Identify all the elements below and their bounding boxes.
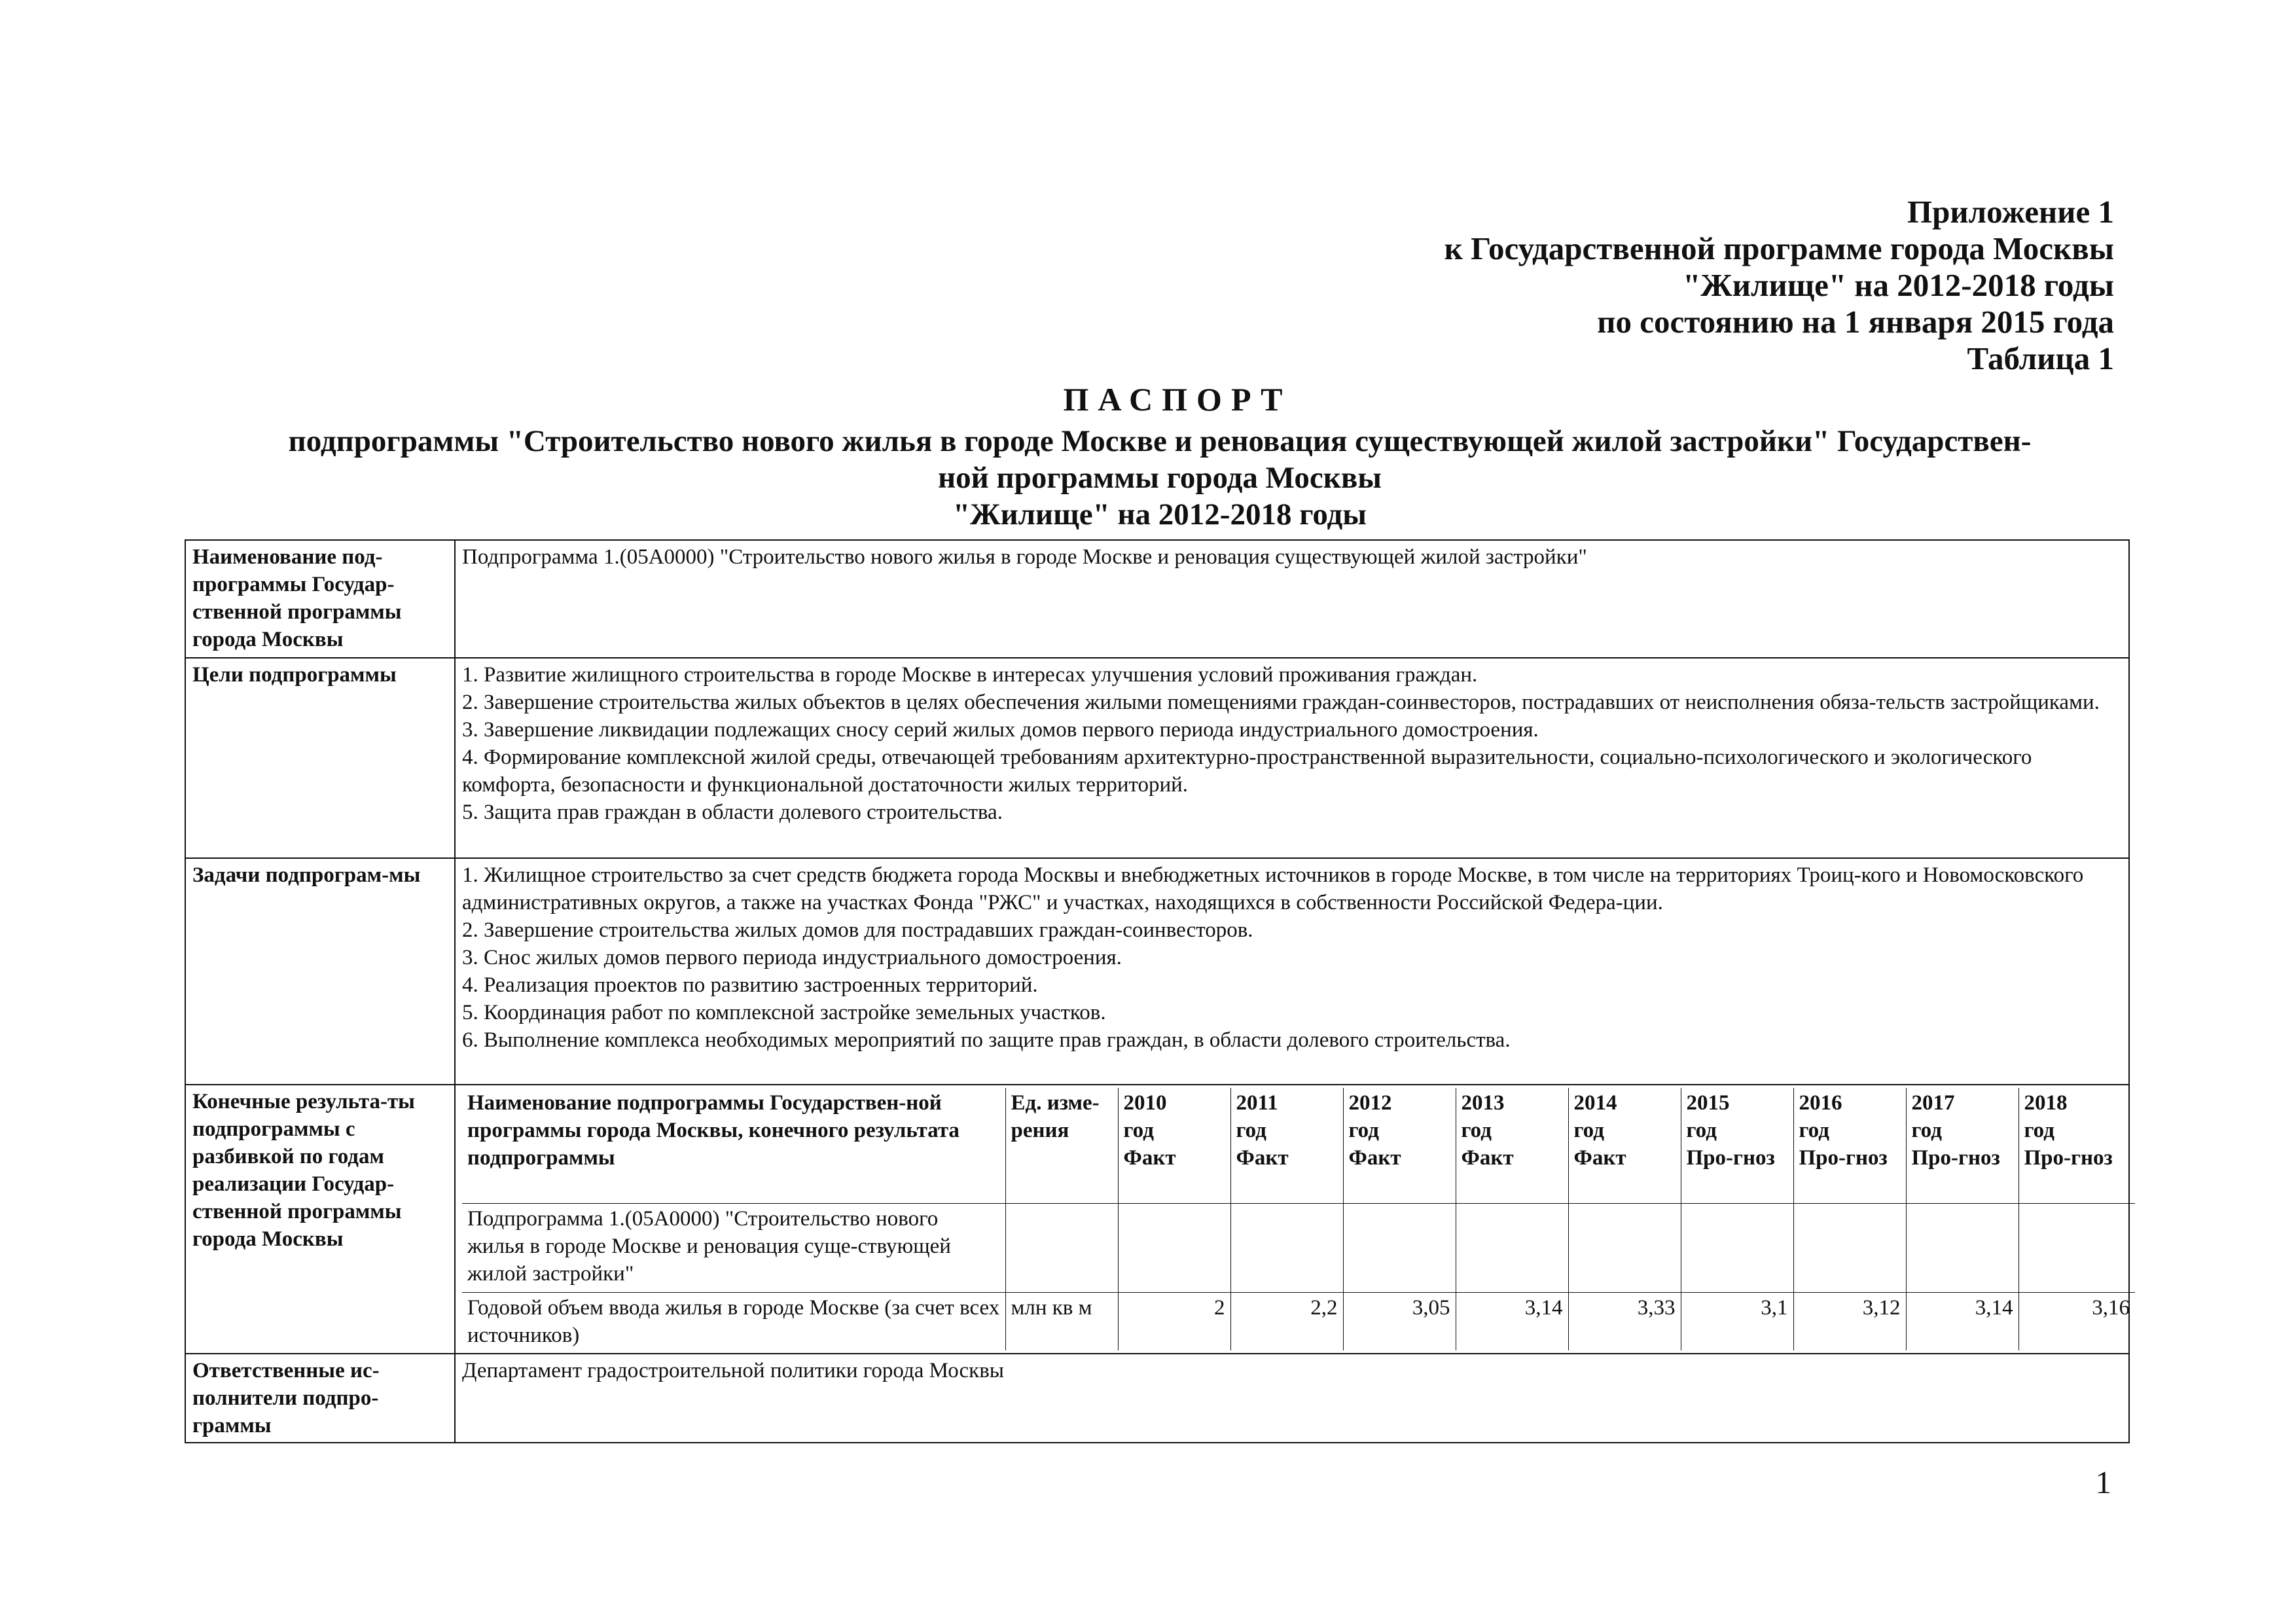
table-number: Таблица 1 (1967, 340, 2114, 376)
subtitle-line: ной программы города Москвы (938, 461, 1382, 495)
task-item: 2. Завершение строительства жилых домов для пострадавших граждан-соинвесторов. (462, 918, 1253, 942)
table-row (185, 858, 2129, 1085)
results-header-unit: Ед. изме-рения (1005, 1088, 1118, 1203)
task-item: 4. Реализация проектов по развитию застроенных территорий. (462, 973, 1038, 997)
passport-table (185, 539, 2130, 1443)
year-number: 2012 (1348, 1091, 1392, 1115)
year-header-2018 (2018, 1088, 2135, 1203)
year-kind: Факт (1573, 1146, 1626, 1170)
year-kind: Про-гноз (1911, 1146, 2000, 1170)
task-item: 3. Снос жилых домов первого периода индустриального домостроения. (462, 946, 1122, 969)
row-label-responsible: Ответственные ис-полнители подпро-граммы (185, 1354, 455, 1443)
document-subtitle (203, 423, 2117, 533)
subtitle-line: "Жилище" на 2012-2018 годы (953, 497, 1367, 532)
year-header-2011 (1230, 1088, 1343, 1203)
goal-item: 3. Завершение ликвидации подлежащих сносу серий жилых домов первого периода индустриального домостроения. (462, 718, 1539, 742)
table-row (185, 1354, 2129, 1443)
year-word: год (2024, 1119, 2054, 1142)
row-value-responsible: Департамент градостроительной политики города Москвы (455, 1354, 2129, 1443)
results-header-row (462, 1088, 2135, 1203)
goal-item: 2. Завершение строительства жилых объектов в целях обеспечения жилыми помещениями граждан-соинвесторов, пострадавших от неисполнения обяза-тельств застройщиками. (462, 691, 2100, 714)
year-header-2013 (1456, 1088, 1568, 1203)
year-header-2015 (1681, 1088, 1793, 1203)
year-word: год (1461, 1119, 1492, 1142)
goals-list (455, 658, 2129, 858)
year-word: год (1123, 1119, 1154, 1142)
year-kind: Факт (1236, 1146, 1289, 1170)
year-kind: Про-гноз (1799, 1146, 1888, 1170)
row-value-name: Подпрограмма 1.(05А0000) "Строительство нового жилья в городе Москве и реновация существующей жилой застройки" (455, 540, 2129, 658)
row-label-goals: Цели подпрограммы (185, 658, 455, 858)
year-word: год (1236, 1119, 1266, 1142)
year-header-2012 (1343, 1088, 1456, 1203)
year-header-2010 (1118, 1088, 1230, 1203)
table-row (185, 540, 2129, 658)
year-number: 2014 (1573, 1091, 1617, 1115)
year-header-2014 (1568, 1088, 1681, 1203)
results-cell (455, 1085, 2129, 1354)
row-label-tasks: Задачи подпрограм-мы (185, 858, 455, 1085)
year-kind: Про-гноз (1686, 1146, 1775, 1170)
year-number: 2013 (1461, 1091, 1505, 1115)
year-number: 2010 (1123, 1091, 1167, 1115)
subtitle-line: подпрограммы "Строительство нового жилья в городе Москве и реновация существующей жилой застройки" Государствен- (288, 424, 2032, 458)
year-kind: Факт (1461, 1146, 1514, 1170)
indicator-unit: млн кв м (1005, 1292, 1118, 1350)
table-row (185, 1085, 2129, 1354)
year-word: год (1686, 1119, 1717, 1142)
year-word: год (1799, 1119, 1829, 1142)
year-number: 2015 (1686, 1091, 1730, 1115)
indicator-value-2016: 3,12 (1793, 1292, 1906, 1350)
subprogram-name: Подпрограмма 1.(05А0000) "Строительство нового жилья в городе Москве и реновация суще-ствующей жилой застройки" (462, 1203, 1005, 1292)
appendix-line: по состоянию на 1 января 2015 года (1597, 304, 2114, 340)
task-item: 5. Координация работ по комплексной застройке земельных участков. (462, 1001, 1106, 1024)
year-number: 2018 (2024, 1091, 2068, 1115)
year-number: 2011 (1236, 1091, 1278, 1115)
task-item: 1. Жилищное строительство за счет средств бюджета города Москвы и внебюджетных источников в городе Москве, в том числе на территориях Троиц-кого и Новомосковского административных округов, а также на участках Фонда "РЖС" и участках, находящихся в собственности Российской Федера-ции. (462, 863, 2084, 914)
row-label-results: Конечные результа-ты подпрограммы с разбивкой по годам реализации Государ-ственной программы города Москвы (185, 1085, 455, 1354)
results-indicator-row (462, 1292, 2135, 1350)
appendix-header (1444, 194, 2114, 377)
indicator-value-2018: 3,16 (2018, 1292, 2135, 1350)
appendix-line: к Государственной программе города Москвы (1444, 230, 2114, 266)
year-header-2016 (1793, 1088, 1906, 1203)
indicator-value-2011: 2,2 (1230, 1292, 1343, 1350)
year-kind: Факт (1348, 1146, 1401, 1170)
results-header-name: Наименование подпрограммы Государствен-ной программы города Москвы, конечного результата подпрограммы (462, 1088, 1005, 1203)
results-table (462, 1088, 2135, 1350)
indicator-name: Годовой объем ввода жилья в городе Москве (за счет всех источников) (462, 1292, 1005, 1350)
goal-item: 5. Защита прав граждан в области долевого строительства. (462, 801, 1003, 824)
year-word: год (1911, 1119, 1942, 1142)
indicator-value-2017: 3,14 (1906, 1292, 2018, 1350)
year-kind: Факт (1123, 1146, 1176, 1170)
year-header-2017 (1906, 1088, 2018, 1203)
page-number: 1 (2095, 1464, 2111, 1500)
appendix-line: "Жилище" на 2012-2018 годы (1683, 267, 2114, 303)
year-word: год (1348, 1119, 1379, 1142)
indicator-value-2015: 3,1 (1681, 1292, 1793, 1350)
indicator-value-2013: 3,14 (1456, 1292, 1568, 1350)
goal-item: 4. Формирование комплексной жилой среды, отвечающей требованиям архитектурно-пространственной выразительности, социально-психологического и экологического комфорта, безопасности и функциональной достаточности жилых территорий. (462, 746, 2032, 797)
indicator-value-2010: 2 (1118, 1292, 1230, 1350)
row-label-name: Наименование под-программы Государ-ственной программы города Москвы (185, 540, 455, 658)
document-title: ПАСПОРТ (1063, 381, 1292, 418)
year-number: 2016 (1799, 1091, 1842, 1115)
goal-item: 1. Развитие жилищного строительства в городе Москве в интересах улучшения условий проживания граждан. (462, 663, 1478, 687)
task-item: 6. Выполнение комплекса необходимых мероприятий по защите прав граждан, в области долевого строительства. (462, 1028, 1511, 1052)
indicator-value-2012: 3,05 (1343, 1292, 1456, 1350)
year-number: 2017 (1911, 1091, 1955, 1115)
year-word: год (1573, 1119, 1604, 1142)
indicator-value-2014: 3,33 (1568, 1292, 1681, 1350)
year-kind: Про-гноз (2024, 1146, 2113, 1170)
table-row (185, 658, 2129, 858)
results-subprogram-row (462, 1203, 2135, 1292)
tasks-list (455, 858, 2129, 1085)
appendix-line: Приложение 1 (1907, 194, 2114, 230)
